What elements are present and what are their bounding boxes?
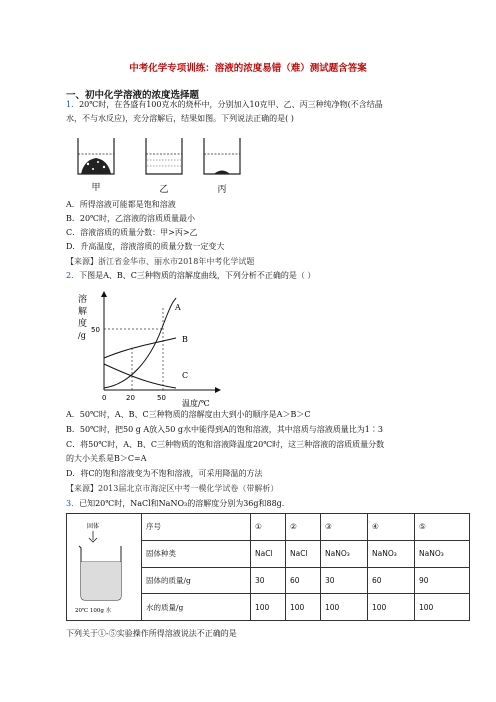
- curve-label-b: B: [182, 335, 188, 344]
- y-axis-label-2: 解: [78, 307, 88, 317]
- beaker-jia: [78, 138, 114, 174]
- curve-label-a: A: [175, 303, 181, 312]
- q2-option-d: D．将C的饱和溶液变为不饱和溶液，可采用降温的方法: [66, 469, 263, 478]
- table-header-1: ①: [251, 514, 286, 541]
- q2-option-c: C．将50℃时，A、B、C三种物质的饱和溶液降温度20℃时，这三种溶液的溶质质量分数: [66, 440, 385, 449]
- q2-option-b: B．50℃时，把50 g A放入50 g水中能得到A的饱和溶液，其中溶质与溶液质量比为1∶3: [66, 425, 383, 434]
- q2-source: 【来源】2013届北京市海淀区中考一模化学试卷（带解析）: [66, 484, 279, 493]
- table-cell: 60: [368, 567, 415, 594]
- table-cell: NaCl: [286, 540, 321, 567]
- table-cell: 100: [251, 594, 286, 621]
- page-title: 中考化学专项训练：溶液的浓度易错（难）测试题含答案: [129, 63, 367, 74]
- q1-stem-line1: 1．20℃时，在各盛有100克水的烧杯中，分别加入10克甲、乙、丙三种纯净物(不含结晶: [66, 100, 383, 109]
- table-header-2: ②: [286, 514, 321, 541]
- q3-beaker-figure: [67, 514, 141, 618]
- q1-stem-line2: 水，不与水反应)，充分溶解后，结果如图。下列说法正确的是( ): [66, 114, 294, 123]
- table-cell: 100: [368, 594, 415, 621]
- table-header-label: 序号: [142, 514, 251, 541]
- table-cell: 100: [321, 594, 368, 621]
- y-tick-50: 50: [91, 326, 100, 334]
- y-axis-label-1: 溶: [78, 295, 88, 305]
- figure-label-solid: 固体: [87, 523, 100, 530]
- curve-c: [104, 364, 176, 388]
- q3-solubility-table: [66, 513, 470, 621]
- table-row-solid-type-label: 固体种类: [142, 540, 251, 567]
- curve-label-c: C: [182, 371, 189, 380]
- section-heading: 一、初中化学溶液的浓度选择题: [66, 90, 200, 101]
- table-cell: NaNO₃: [415, 540, 470, 567]
- table-cell: NaNO₃: [321, 540, 368, 567]
- table-header-4: ④: [368, 514, 415, 541]
- q2-number: 2．: [66, 271, 80, 280]
- x-axis-label: 温度/℃: [182, 399, 210, 408]
- table-cell: 30: [321, 567, 368, 594]
- q1-option-d: D．升高温度，溶液溶质的质量分数一定变大: [66, 242, 225, 251]
- q1-number: 1．: [66, 100, 80, 109]
- curve-b: [104, 338, 176, 358]
- beaker-yi: [146, 138, 182, 174]
- beaker-bing: [204, 138, 240, 174]
- q1-option-c: C．溶液溶质的质量分数：甲>丙>乙: [66, 228, 198, 237]
- curve-a: [104, 298, 176, 388]
- table-row-water-mass-label: 水的质量/g: [142, 594, 251, 621]
- q2-solubility-chart: [70, 288, 230, 410]
- table-cell: 30: [251, 567, 286, 594]
- q3-figure-cell: [67, 514, 142, 621]
- y-axis-label-4: /g: [78, 331, 86, 340]
- figure-label-water: 20℃ 100g 水: [75, 608, 112, 614]
- q3-follow-text: 下列关于①-⑤实验操作所得溶液说法不正确的是: [66, 629, 237, 638]
- y-axis-label-3: 度: [78, 319, 88, 329]
- q1-option-b: B．20℃时，乙溶液的溶质质量最小: [66, 214, 196, 223]
- x-tick-50: 50: [157, 394, 166, 402]
- table-cell: NaCl: [251, 540, 286, 567]
- table-cell: 100: [286, 594, 321, 621]
- beaker-label-yi: 乙: [159, 185, 169, 195]
- q3-stem: 3．已知20℃时，NaCl和NaNO₃的溶解度分别为36g和88g.: [66, 499, 285, 508]
- table-cell: 60: [286, 567, 321, 594]
- table-cell: 90: [415, 567, 470, 594]
- q1-source: 【来源】浙江省金华市、丽水市2018年中考化学试题: [66, 257, 255, 266]
- table-header-3: ③: [321, 514, 368, 541]
- q2-option-c-cont: 的大小关系是B＞C=A: [66, 454, 147, 463]
- table-cell: 100: [415, 594, 470, 621]
- table-cell: NaNO₃: [368, 540, 415, 567]
- q2-stem: 2．下图是A、B、C三种物质的溶解度曲线，下列分析不正确的是（ ）: [66, 271, 316, 280]
- x-tick-0: 0: [102, 394, 107, 402]
- q1-beakers-figure: [76, 134, 256, 196]
- q1-option-a: A．所得溶液可能都是饱和溶液: [66, 200, 176, 209]
- beaker-label-bing: 丙: [217, 185, 227, 195]
- x-tick-20: 20: [126, 394, 135, 402]
- table-row-solid-mass-label: 固体的质量/g: [142, 567, 251, 594]
- beaker-label-jia: 甲: [91, 183, 101, 193]
- q3-number: 3．: [66, 499, 80, 508]
- q2-option-a: A．50℃时，A、B、C三种物质的溶解度由大到小的顺序是A＞B＞C: [66, 410, 311, 419]
- table-header-5: ⑤: [415, 514, 470, 541]
